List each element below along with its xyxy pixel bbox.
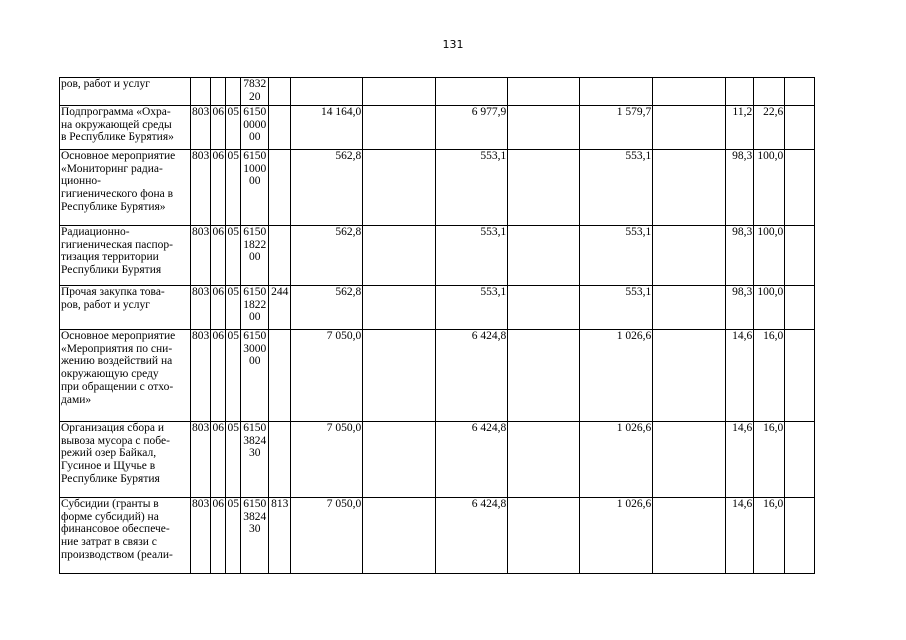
cell-value-3: 1 026,6	[580, 330, 653, 422]
cell-empty	[363, 226, 436, 286]
table-row	[60, 330, 815, 422]
cell-name: Прочая закупка това- ров, работ и услуг	[60, 286, 191, 330]
cell-empty	[508, 106, 580, 150]
cell-name: Радиационно- гигиеническая паспор- тизация территории Республики Бурятия	[60, 226, 191, 286]
budget-table	[59, 77, 815, 574]
cell-value-3: 1 026,6	[580, 422, 653, 498]
table-row	[60, 498, 815, 574]
page-number: 131	[442, 38, 464, 51]
cell-empty	[508, 226, 580, 286]
cell-value-1: 7 050,0	[291, 422, 363, 498]
cell-value-5: 16,0	[754, 330, 785, 422]
cell-empty	[363, 330, 436, 422]
cell-value-4: 11,2	[726, 106, 754, 150]
cell-rz	[211, 78, 226, 106]
cell-empty	[785, 330, 815, 422]
cell-empty	[363, 422, 436, 498]
cell-empty	[785, 422, 815, 498]
cell-name: Организация сбора и вывоза мусора с побе- режий озер Байкал, Гусиное и Щучье в Республике Бурятия	[60, 422, 191, 498]
cell-value-1	[291, 78, 363, 106]
cell-value-3	[580, 78, 653, 106]
cell-empty	[785, 226, 815, 286]
cell-empty	[653, 150, 726, 226]
cell-ved: 803	[191, 226, 211, 286]
cell-rz: 06	[211, 498, 226, 574]
cell-value-3: 553,1	[580, 226, 653, 286]
cell-ved: 803	[191, 150, 211, 226]
cell-pr: 05	[226, 422, 241, 498]
cell-rz: 06	[211, 330, 226, 422]
cell-empty	[508, 498, 580, 574]
cell-vr: 244	[269, 286, 291, 330]
cell-empty	[508, 286, 580, 330]
cell-ved: 803	[191, 286, 211, 330]
cell-pr: 05	[226, 286, 241, 330]
cell-empty	[785, 150, 815, 226]
cell-empty	[653, 286, 726, 330]
cell-pr: 05	[226, 330, 241, 422]
cell-name: Субсидии (гранты в форме субсидий) на финансовое обеспече- ние затрат в связи с производством (реали-	[60, 498, 191, 574]
cell-value-5: 100,0	[754, 286, 785, 330]
cell-value-2: 553,1	[436, 150, 508, 226]
cell-value-1: 562,8	[291, 226, 363, 286]
cell-csr: 7832 20	[241, 78, 269, 106]
cell-vr	[269, 422, 291, 498]
cell-pr: 05	[226, 150, 241, 226]
cell-empty	[785, 498, 815, 574]
cell-rz: 06	[211, 286, 226, 330]
cell-vr	[269, 150, 291, 226]
cell-vr	[269, 226, 291, 286]
cell-vr	[269, 78, 291, 106]
cell-empty	[508, 78, 580, 106]
cell-rz: 06	[211, 106, 226, 150]
cell-empty	[785, 106, 815, 150]
table-row	[60, 422, 815, 498]
cell-ved: 803	[191, 422, 211, 498]
cell-csr: 6150 1822 00	[241, 286, 269, 330]
cell-csr: 6150 0000 00	[241, 106, 269, 150]
cell-rz: 06	[211, 226, 226, 286]
cell-name: Подпрограмма «Охра- на окружающей среды в Республике Бурятия»	[60, 106, 191, 150]
cell-value-4: 14,6	[726, 422, 754, 498]
cell-empty	[363, 106, 436, 150]
cell-vr: 813	[269, 498, 291, 574]
cell-empty	[653, 226, 726, 286]
cell-value-3: 1 026,6	[580, 498, 653, 574]
cell-name: Основное мероприятие «Мониторинг радиа- ционно- гигиенического фона в Республике Бурятия»	[60, 150, 191, 226]
table-body	[60, 78, 815, 574]
table-row	[60, 226, 815, 286]
cell-rz: 06	[211, 422, 226, 498]
cell-value-2	[436, 78, 508, 106]
cell-empty	[653, 106, 726, 150]
cell-value-2: 553,1	[436, 286, 508, 330]
cell-value-2: 6 424,8	[436, 330, 508, 422]
cell-csr: 6150 1822 00	[241, 226, 269, 286]
cell-ved	[191, 78, 211, 106]
cell-csr: 6150 3824 30	[241, 422, 269, 498]
cell-value-2: 6 977,9	[436, 106, 508, 150]
cell-name: ров, работ и услуг	[60, 78, 191, 106]
cell-value-4: 98,3	[726, 286, 754, 330]
cell-value-4: 14,6	[726, 498, 754, 574]
cell-value-4: 98,3	[726, 226, 754, 286]
cell-value-1: 562,8	[291, 150, 363, 226]
table-row	[60, 286, 815, 330]
cell-value-4	[726, 78, 754, 106]
cell-empty	[785, 286, 815, 330]
table-row	[60, 150, 815, 226]
cell-empty	[508, 150, 580, 226]
cell-csr: 6150 3000 00	[241, 330, 269, 422]
cell-pr	[226, 78, 241, 106]
cell-value-2: 6 424,8	[436, 498, 508, 574]
cell-value-4: 14,6	[726, 330, 754, 422]
cell-vr	[269, 330, 291, 422]
cell-pr: 05	[226, 106, 241, 150]
cell-empty	[363, 498, 436, 574]
table-row	[60, 78, 815, 106]
cell-value-1: 14 164,0	[291, 106, 363, 150]
cell-pr: 05	[226, 498, 241, 574]
cell-pr: 05	[226, 226, 241, 286]
cell-value-1: 7 050,0	[291, 330, 363, 422]
cell-value-1: 7 050,0	[291, 498, 363, 574]
cell-value-5: 22,6	[754, 106, 785, 150]
cell-value-2: 553,1	[436, 226, 508, 286]
cell-empty	[508, 422, 580, 498]
cell-value-3: 553,1	[580, 150, 653, 226]
cell-ved: 803	[191, 106, 211, 150]
cell-vr	[269, 106, 291, 150]
cell-value-1: 562,8	[291, 286, 363, 330]
cell-name: Основное мероприятие «Мероприятия по сни- жению воздействий на окружающую среду при обращении с отхо- дами»	[60, 330, 191, 422]
cell-empty	[653, 78, 726, 106]
cell-value-3: 1 579,7	[580, 106, 653, 150]
cell-value-5: 16,0	[754, 498, 785, 574]
cell-rz: 06	[211, 150, 226, 226]
cell-empty	[363, 150, 436, 226]
cell-csr: 6150 3824 30	[241, 498, 269, 574]
cell-empty	[653, 422, 726, 498]
cell-value-3: 553,1	[580, 286, 653, 330]
cell-value-2: 6 424,8	[436, 422, 508, 498]
table-row	[60, 106, 815, 150]
cell-value-5: 100,0	[754, 226, 785, 286]
cell-value-5: 16,0	[754, 422, 785, 498]
cell-value-4: 98,3	[726, 150, 754, 226]
cell-empty	[363, 286, 436, 330]
cell-value-5	[754, 78, 785, 106]
cell-csr: 6150 1000 00	[241, 150, 269, 226]
cell-value-5: 100,0	[754, 150, 785, 226]
cell-empty	[363, 78, 436, 106]
cell-empty	[785, 78, 815, 106]
cell-empty	[653, 498, 726, 574]
cell-empty	[508, 330, 580, 422]
cell-ved: 803	[191, 498, 211, 574]
cell-ved: 803	[191, 330, 211, 422]
cell-empty	[653, 330, 726, 422]
